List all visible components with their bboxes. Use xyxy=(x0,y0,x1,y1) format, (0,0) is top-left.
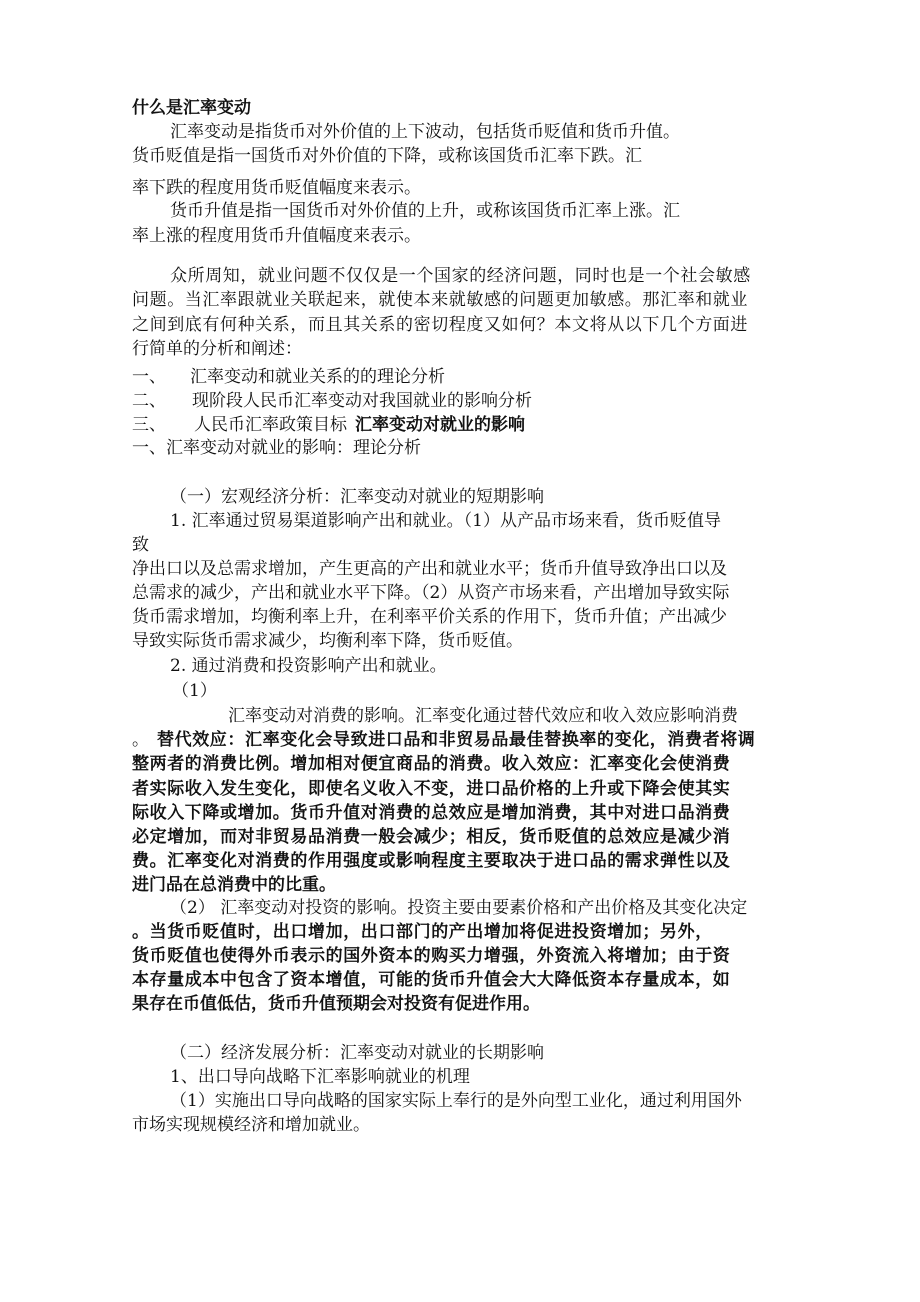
bold-text: 。当货币贬值时，出口增加，出口部门的产出增加将促进投资增加；另外， xyxy=(132,922,713,942)
paragraph-line: 导致实际货币需求减少，均衡利率下降，货币贬值。 xyxy=(132,631,523,651)
paragraph-line: 总需求的减少，产出和就业水平下降。（2）从资产市场来看，产出增加导致实际 xyxy=(132,583,730,603)
intro-line: 众所周知，就业问题不仅仅是一个国家的经济问题，同时也是一个社会敏感 xyxy=(170,266,751,286)
outline-item-1 xyxy=(132,366,445,388)
outline-number: 三、 xyxy=(132,415,166,435)
paragraph-line: 1. 汇率通过贸易渠道影响产出和就业。（1）从产品市场来看，货币贬值导 xyxy=(170,511,721,531)
outline-number: 二、 xyxy=(132,391,166,411)
bold-text: 货币贬值也使得外币表示的国外资本的购买力增强，外资流入将增加；由于资 xyxy=(132,946,731,966)
intro-line: 问题。当汇率跟就业关联起来，就使本来就敏感的问题更加敏感。那汇率和就业 xyxy=(132,290,748,310)
bold-text: 整两者的消费比例。增加相对便宜商品的消费。收入效应：汇率变化会使消费 xyxy=(132,754,731,774)
paragraph-line: 2. 通过消费和投资影响产出和就业。 xyxy=(170,656,447,676)
definition-line: 货币贬值是指一国货币对外价值的下降，或称该国货币汇率下跌。汇 xyxy=(132,146,642,166)
paragraph-line: 致 xyxy=(132,535,149,555)
definition-line: 汇率变动是指货币对外价值的上下波动，包括货币贬值和货币升值。 xyxy=(170,122,680,142)
plain-text: （2） 汇率变动对投资的影响。投资主要由要素价格和产出价格及其变化决 xyxy=(170,898,731,918)
section-heading: 一、汇率变动对就业的影响：理论分析 xyxy=(132,438,421,458)
bold-text: 者实际收入发生变化，即使名义收入不变，进口品价格的上升或下降会使其实 xyxy=(132,779,731,799)
outline-bold-text: 汇率变动对就业的影响 xyxy=(355,415,525,435)
definition-line: 率上涨的程度用货币升值幅度来表示。 xyxy=(132,226,421,246)
item-number: （1） xyxy=(172,681,217,701)
definition-line: 货币升值是指一国货币对外价值的上升，或称该国货币汇率上涨。汇 xyxy=(170,201,680,221)
definition-line: 率下跌的程度用货币贬值幅度来表示。 xyxy=(132,178,421,198)
paragraph-line: 市场实现规模经济和增加就业。 xyxy=(132,1115,370,1135)
outline-item-3 xyxy=(132,414,525,436)
intro-line: 之间到底有何种关系，而且其关系的密切程度又如何？本文将从以下几个方面进 xyxy=(132,315,748,335)
paragraph-line: （1）实施出口导向战略的国家实际上奉行的是外向型工业化，通过利用国外 xyxy=(170,1091,742,1111)
paragraph-line xyxy=(170,897,747,919)
page-title: 什么是汇率变动 xyxy=(132,98,251,118)
bold-text: 费。汇率变化对消费的作用强度或影响程度主要取决于进口品的需求弹性以及 xyxy=(132,851,731,871)
outline-item-2 xyxy=(132,390,532,412)
punctuation: 。 xyxy=(132,730,149,750)
bold-text: 果存在币值低估，货币升值预期会对投资有促进作用。 xyxy=(132,994,540,1014)
subsection-heading: （二）经济发展分析：汇率变动对就业的长期影响 xyxy=(170,1043,544,1063)
bold-text: 替代效应：汇率变化会导致进口品和非贸易品最佳替换率的变化，消费者将调 xyxy=(157,730,756,750)
bold-text: 进门品在总消费中的比重。 xyxy=(132,875,336,895)
intro-line: 行简单的分析和阐述： xyxy=(132,339,302,359)
paragraph-line: 汇率变动对消费的影响。汇率变化通过替代效应和收入效应影响消费 xyxy=(228,706,738,726)
outline-text: 汇率变动和就业关系的的理论分析 xyxy=(190,367,445,387)
paragraph-line: 1、出口导向战略下汇率影响就业的机理 xyxy=(170,1067,470,1087)
subsection-heading: （一）宏观经济分析：汇率变动对就业的短期影响 xyxy=(170,487,544,507)
paragraph-line: 货币需求增加，均衡利率上升，在利率平价关系的作用下，货币升值；产出减少 xyxy=(132,607,727,627)
paragraph-line: 净出口以及总需求增加，产生更高的产出和就业水平；货币升值导致净出口以及 xyxy=(132,559,727,579)
bold-text: 本存量成本中包含了资本增值，可能的货币升值会大大降低资本存量成本，如 xyxy=(132,970,731,990)
outline-text: 现阶段人民币汇率变动对我国就业的影响分析 xyxy=(192,391,532,411)
outline-text: 人民币汇率政策目标 xyxy=(194,415,347,435)
plain-text: 定 xyxy=(730,898,748,918)
bold-text: 际收入下降或增加。货币升值对消费的总效应是增加消费，其中对进口品消费 xyxy=(132,803,731,823)
bold-text: 必定增加，而对非贸易品消费一般会减少；相反，货币贬值的总效应是减少消 xyxy=(132,827,731,847)
outline-number: 一、 xyxy=(132,367,166,387)
paragraph-line xyxy=(132,729,755,751)
